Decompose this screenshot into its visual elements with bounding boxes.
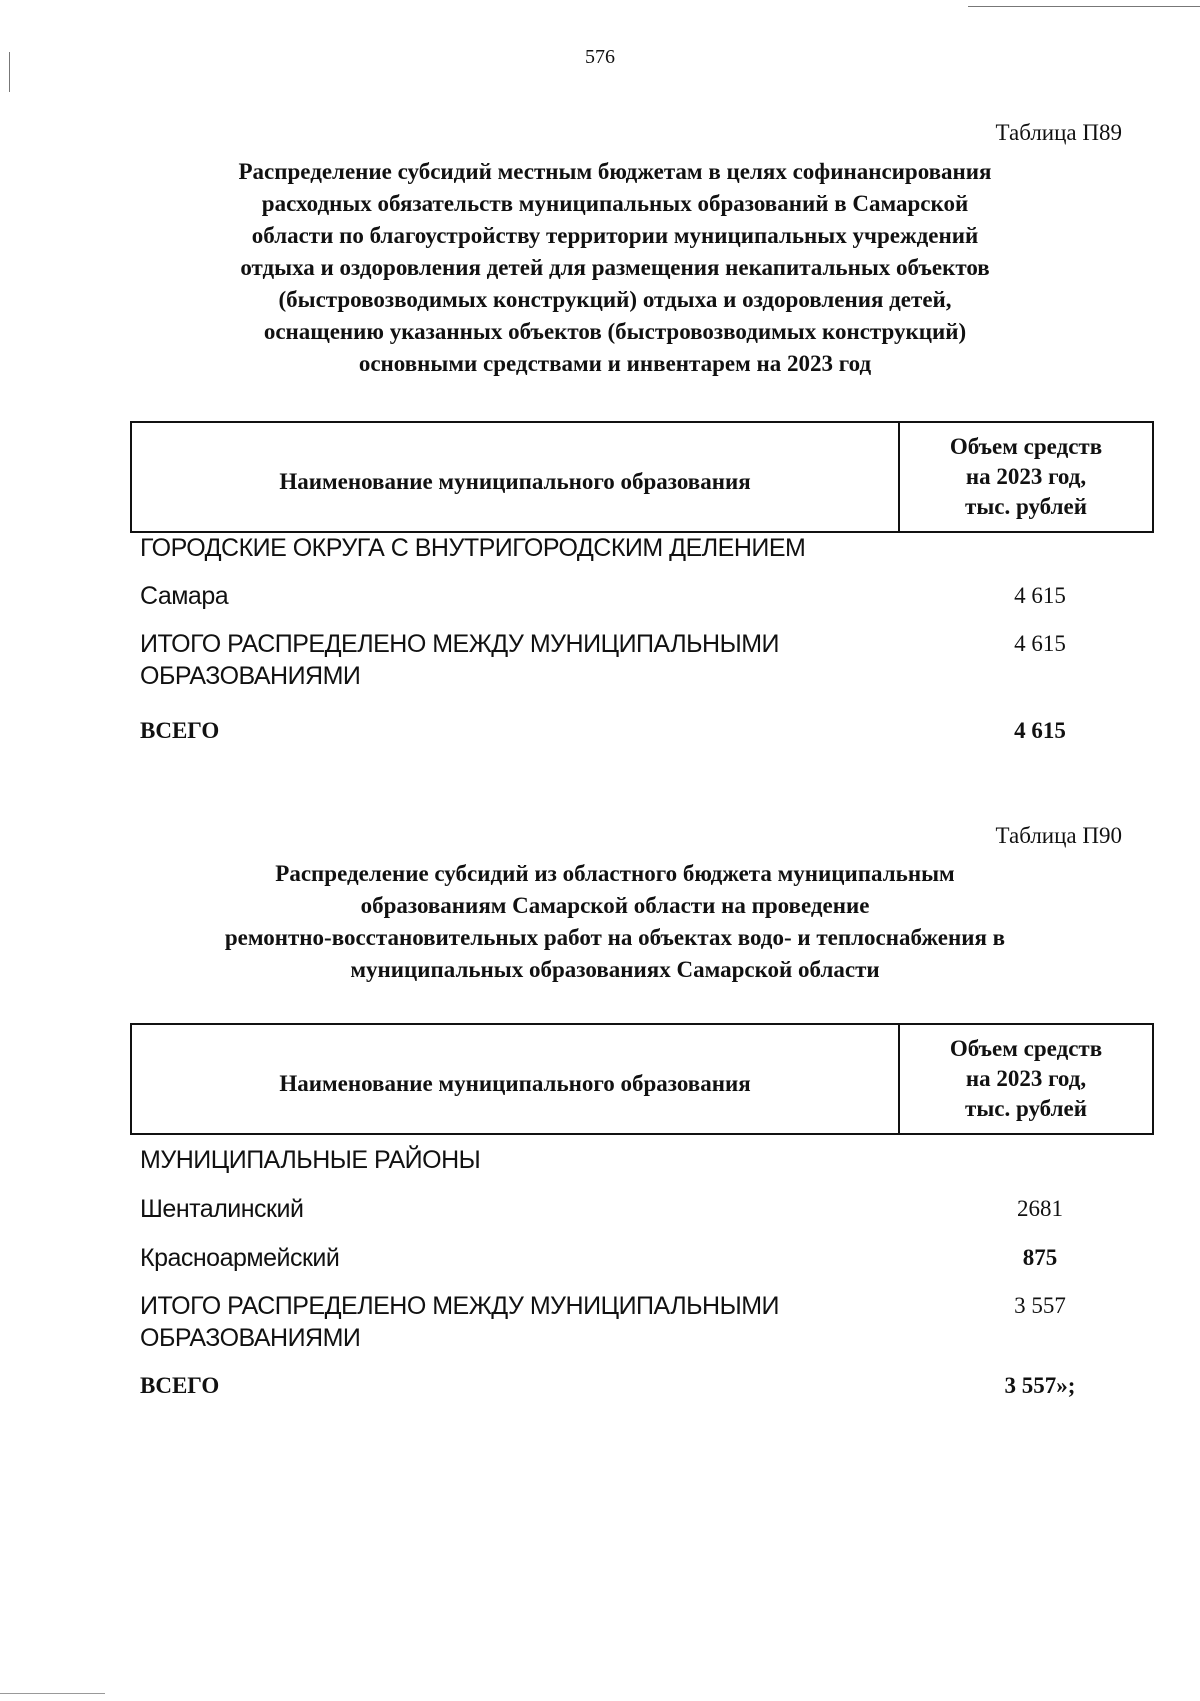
table-label: Таблица П90 <box>995 823 1122 848</box>
table-header <box>130 1023 1154 1135</box>
header-line: Объем средств <box>949 434 1103 459</box>
table-row <box>140 1193 1150 1225</box>
row-value: 4 615 <box>1014 583 1066 608</box>
total-row <box>140 715 1150 747</box>
title-line: Распределение субсидий из областного бюджета муниципальным <box>275 861 955 886</box>
title-line: области по благоустройству территории муниципальных учреждений <box>251 223 979 248</box>
section-heading: МУНИЦИПАЛЬНЫЕ РАЙОНЫ <box>140 1146 481 1174</box>
title-line: основными средствами и инвентарем на 2023 год <box>358 351 872 376</box>
section-heading: ГОРОДСКИЕ ОКРУГА С ВНУТРИГОРОДСКИМ ДЕЛЕНИЕМ <box>140 534 806 562</box>
page-number: 576 <box>585 46 615 68</box>
total-label: ВСЕГО <box>140 718 220 743</box>
distributed-value: 3 557 <box>1014 1293 1066 1318</box>
distributed-line: ИТОГО РАСПРЕДЕЛЕНО МЕЖДУ МУНИЦИПАЛЬНЫМИ <box>140 630 780 658</box>
column-header-volume <box>900 423 1152 531</box>
header-line: Объем средств <box>949 1036 1103 1061</box>
title-line: муниципальных образованиях Самарской области <box>350 957 880 982</box>
header-line: тыс. рублей <box>965 494 1087 519</box>
title-line: оснащению указанных объектов (быстровозводимых конструкций) <box>263 319 967 344</box>
table-label: Таблица П89 <box>995 120 1122 145</box>
scan-bottom-line <box>0 1693 105 1694</box>
total-row <box>140 1370 1150 1402</box>
distributed-label <box>140 1290 930 1354</box>
title-line: расходных обязательств муниципальных образований в Самарской <box>261 191 969 216</box>
table-row <box>140 580 1150 612</box>
row-name: Самара <box>140 582 229 610</box>
table-row <box>140 1242 1150 1274</box>
total-value: 4 615 <box>1014 718 1066 743</box>
header-line: тыс. рублей <box>965 1096 1087 1121</box>
total-value: 3 557»; <box>1004 1373 1076 1398</box>
distributed-line: ИТОГО РАСПРЕДЕЛЕНО МЕЖДУ МУНИЦИПАЛЬНЫМИ <box>140 1292 780 1320</box>
header-line: на 2023 год, <box>965 1066 1087 1091</box>
row-name: Шенталинский <box>140 1195 304 1223</box>
column-header-name: Наименование муниципального образования <box>132 423 900 531</box>
row-value: 875 <box>1022 1245 1058 1270</box>
total-label: ВСЕГО <box>140 1373 220 1398</box>
distributed-row <box>140 1290 1150 1354</box>
column-header-name: Наименование муниципального образования <box>132 1025 900 1133</box>
row-name: Красноармейский <box>140 1244 340 1272</box>
title-line: образованиям Самарской области на проведение <box>360 893 870 918</box>
row-value: 2681 <box>1017 1196 1063 1221</box>
distributed-line: ОБРАЗОВАНИЯМИ <box>140 1324 361 1352</box>
distributed-row <box>140 628 1150 692</box>
title-line: ремонтно-восстановительных работ на объектах водо- и теплоснабжения в <box>224 925 1006 950</box>
table-title <box>120 156 1110 380</box>
table-header <box>130 421 1154 533</box>
header-line: на 2023 год, <box>965 464 1087 489</box>
title-line: Распределение субсидий местным бюджетам в целях софинансирования <box>238 159 992 184</box>
distributed-line: ОБРАЗОВАНИЯМИ <box>140 662 361 690</box>
title-line: (быстровозводимых конструкций) отдыха и оздоровления детей, <box>278 287 952 312</box>
distributed-label <box>140 628 930 692</box>
table-title <box>120 858 1110 986</box>
column-header-volume <box>900 1025 1152 1133</box>
scan-edge-line <box>968 6 1200 7</box>
distributed-value: 4 615 <box>1014 631 1066 656</box>
title-line: отдыха и оздоровления детей для размещения некапитальных объектов <box>240 255 990 280</box>
